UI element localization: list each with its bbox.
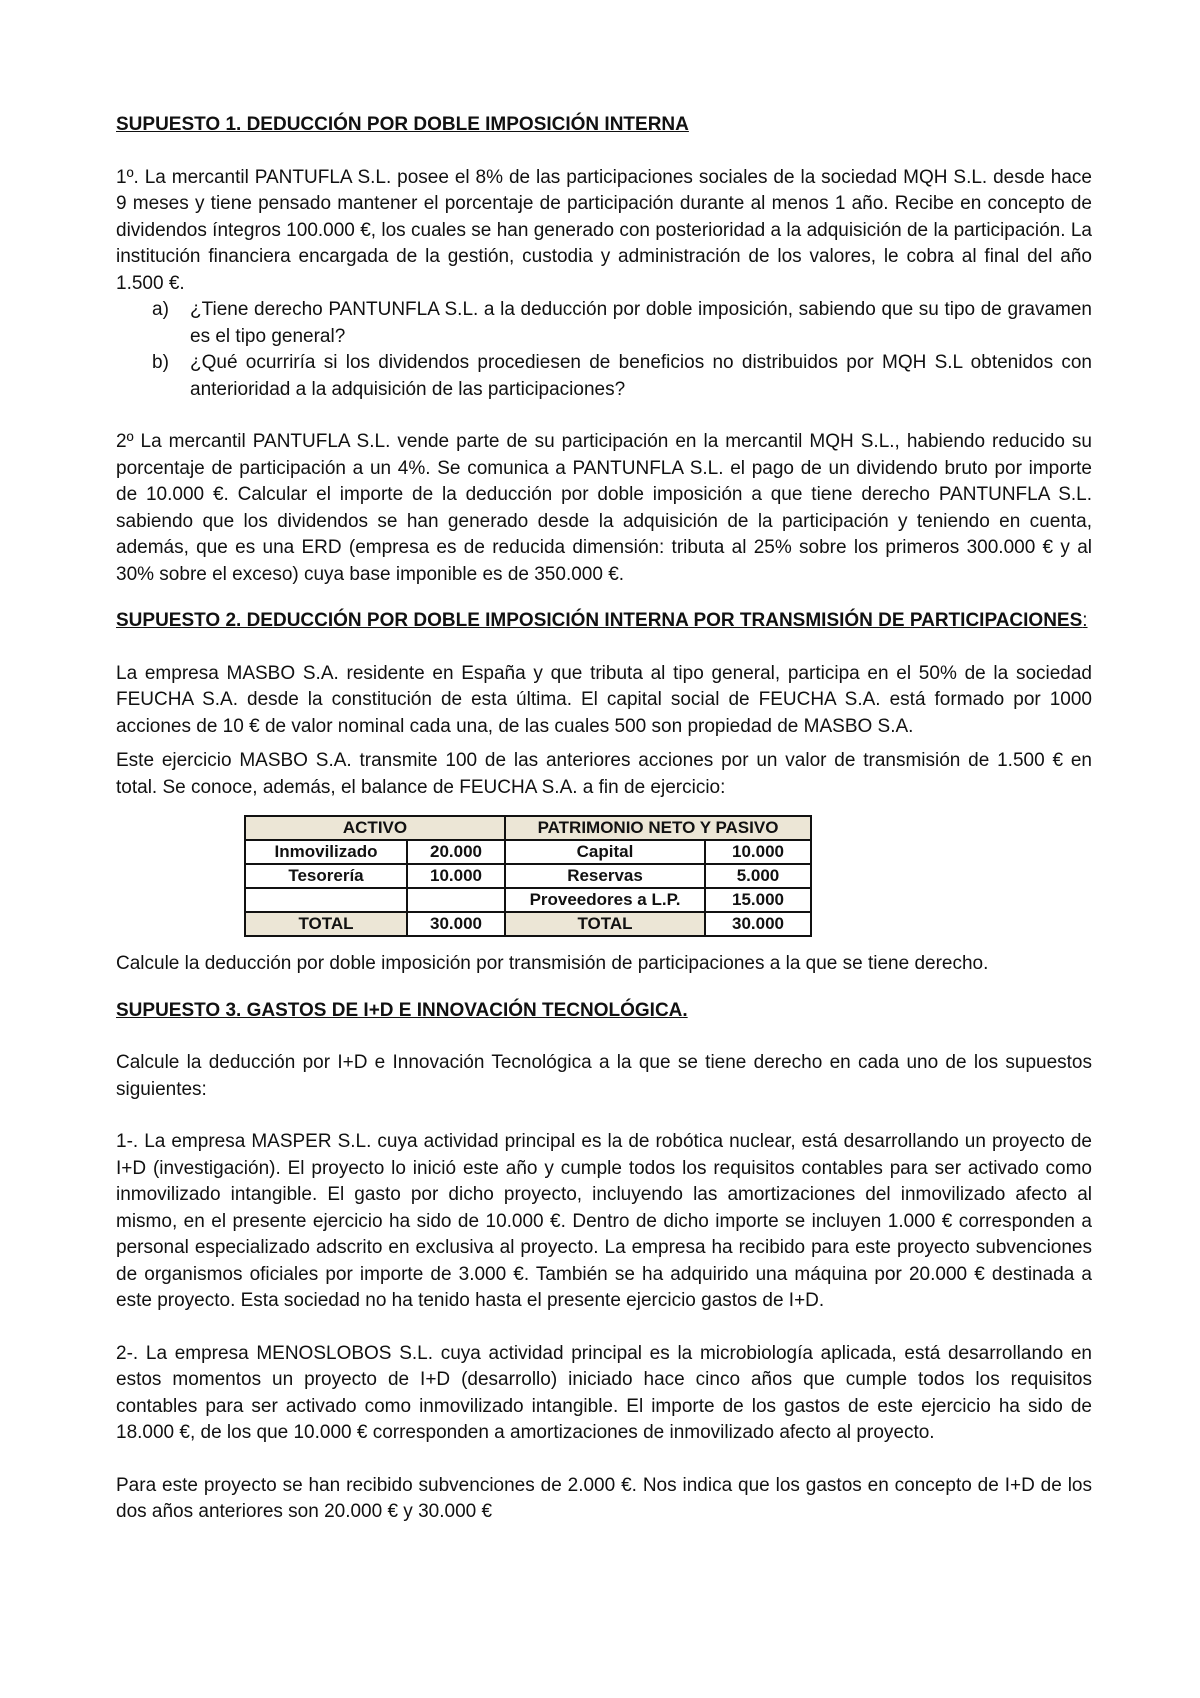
section-3-paragraph-1: 1-. La empresa MASPER S.L. cuya actividad principal es la de robótica nuclear, está desarrollando un proyecto de I+D (investigación). El proyecto lo inició este año y cumple todos los requisitos contables para ser activado como inmovilizado intangible. El gasto por dicho proyecto, incluyendo las amortizaciones del inmovilizado afecto al mismo, en el presente ejercicio ha sido de 10.000 €. Dentro de dicho importe se incluyen 1.000 € corresponden a personal especializado adscrito en exclusiva al proyecto. La empresa ha recibido para este proyecto subvenciones de organismos oficiales por importe de 3.000 €. También se ha adquirido una máquina por 20.000 € destinada a este proyecto. Esta sociedad no ha tenido hasta el presente ejercicio gastos de I+D. [116,1131,1092,1311]
section-1-heading: SUPUESTO 1. DEDUCCIÓN POR DOBLE IMPOSICIÓN INTERNA [116,114,689,135]
question-a-marker: a) [152,299,169,320]
table-total-row [245,912,811,936]
section-2-paragraph-2: Este ejercicio MASBO S.A. transmite 100 de las anteriores acciones por un valor de transmisión de 1.500 € en total. Se conoce, además, el balance de FEUCHA S.A. a fin de ejercicio: [116,750,1092,798]
table-row [245,840,811,864]
section-3-paragraph-2: 2-. La empresa MENOSLOBOS S.L. cuya actividad principal es la microbiología aplicada, está desarrollando en estos momentos un proyecto de I+D (desarrollo) iniciado hace cinco años que cumple todos los requisitos contables para ser activado como inmovilizado intangible. El importe de los gastos de este ejercicio ha sido de 18.000 €, de los que 10.000 € corresponden a amortizaciones de inmovilizado afecto al proyecto. [116,1342,1092,1443]
liability-label: Reservas [505,864,705,888]
section-3-heading: SUPUESTO 3. GASTOS DE I+D E INNOVACIÓN TECNOLÓGICA. [116,999,688,1021]
asset-label [245,888,407,912]
section-1-paragraph-2: 2º La mercantil PANTUFLA S.L. vende parte de su participación en la mercantil MQH S.L., habiendo reducido su porcentaje de participación a un 4%. Se comunica a PANTUNFLA S.L. el pago de un dividendo bruto por importe de 10.000 €. Calcular el importe de la deducción por doble imposición a que tiene derecho PANTUNFLA S.L. sabiendo que los dividendos se han generado desde la adquisición de la participación y teniendo en cuenta, además, que es una ERD (empresa es de reducida dimensión: tributa al 25% sobre los primeros 300.000 € y al 30% sobre el exceso) cuya base imponible es de 350.000 €. [116,431,1092,585]
balance-table-wrapper [244,815,1092,937]
liability-value: 15.000 [705,888,811,912]
document-page [116,112,1092,1526]
liability-label: Proveedores a L.P. [505,888,705,912]
question-a [116,297,1092,350]
asset-value: 10.000 [407,864,505,888]
section-1-question-list [116,297,1092,403]
total-asset-value: 30.000 [407,912,505,936]
section-3-paragraph-3: Para este proyecto se han recibido subvenciones de 2.000 €. Nos indica que los gastos en concepto de I+D de los dos años anteriores son 20.000 € y 30.000 € [116,1474,1092,1522]
header-patrimonio: PATRIMONIO NETO Y PASIVO [505,816,811,840]
section-2-paragraph-3: Calcule la deducción por doble imposición por transmisión de participaciones a la que se tiene derecho. [116,953,989,974]
asset-label: Tesorería [245,864,407,888]
section-2-heading [116,608,1092,635]
table-row [245,864,811,888]
question-b-text: ¿Qué ocurriría si los dividendos procediesen de beneficios no distribuidos por MQH S.L obtenidos con anterioridad a la adquisición de las participaciones? [190,352,1092,400]
total-liability-label: TOTAL [505,912,705,936]
table-row [245,888,811,912]
section-2-heading-text: SUPUESTO 2. DEDUCCIÓN POR DOBLE IMPOSICIÓN INTERNA POR TRANSMISIÓN DE PARTICIPACIONES [116,610,1083,631]
section-2-paragraph-1: La empresa MASBO S.A. residente en España y que tributa al tipo general, participa en el 50% de la sociedad FEUCHA S.A. desde la constitución de esta última. El capital social de FEUCHA S.A. está formado por 1000 acciones de 10 € de valor nominal cada una, de las cuales 500 son propiedad de MASBO S.A. [116,662,1092,737]
asset-value [407,888,505,912]
total-liability-value: 30.000 [705,912,811,936]
section-3-intro: Calcule la deducción por I+D e Innovación Tecnológica a la que se tiene derecho en cada uno de los supuestos siguientes: [116,1052,1092,1100]
asset-value: 20.000 [407,840,505,864]
balance-table [244,815,812,937]
table-header-row [245,816,811,840]
header-activo: ACTIVO [245,816,505,840]
total-asset-label: TOTAL [245,912,407,936]
question-b [116,350,1092,403]
liability-value: 10.000 [705,840,811,864]
section-2-heading-suffix: : [1082,610,1088,631]
question-b-marker: b) [152,352,169,373]
asset-label: Inmovilizado [245,840,407,864]
question-a-text: ¿Tiene derecho PANTUNFLA S.L. a la deducción por doble imposición, sabiendo que su tipo de gravamen es el tipo general? [190,299,1092,347]
liability-label: Capital [505,840,705,864]
section-1-paragraph-1: 1º. La mercantil PANTUFLA S.L. posee el 8% de las participaciones sociales de la sociedad MQH S.L. desde hace 9 meses y tiene pensado mantener el porcentaje de participación durante al menos 1 año. Recibe en concepto de dividendos íntegros 100.000 €, los cuales se han generado con posterioridad a la adquisición de la participación. La institución financiera encargada de la gestión, custodia y administración de los valores, le cobra al final del año 1.500 €. [116,166,1092,294]
liability-value: 5.000 [705,864,811,888]
